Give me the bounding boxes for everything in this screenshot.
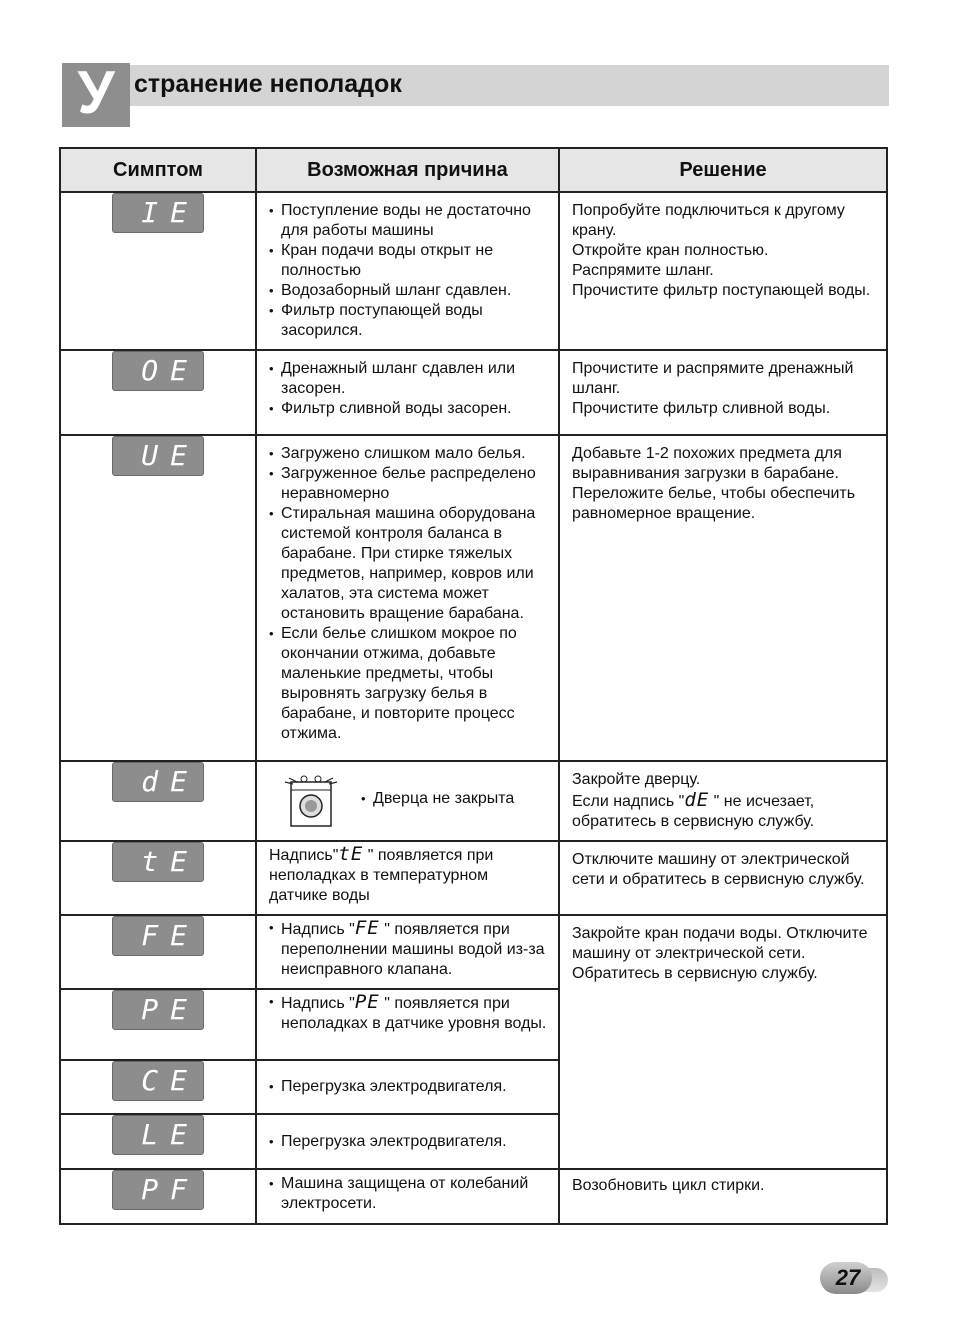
symptom-cell	[60, 192, 256, 350]
cause-cell	[256, 350, 559, 435]
cause-cell	[256, 192, 559, 350]
table-header-row	[60, 148, 887, 192]
cause-item: • Водозаборный шланг сдавлен.	[269, 281, 550, 301]
solution-line: Прочистите фильтр поступающей воды.	[572, 282, 871, 299]
solution-cell	[559, 350, 887, 435]
solution-line: Закройте дверцу.	[572, 771, 701, 788]
symptom-cell	[60, 989, 256, 1060]
cause-item: • Перегрузка электродвигателя.	[269, 1132, 550, 1152]
solution-line: Добавьте 1-2 похожих предмета для выравнивания загрузки в барабане.	[572, 445, 842, 482]
cause-cell	[256, 1060, 559, 1114]
inline-error-code: dE	[684, 789, 710, 811]
lcd-display-tE: tE	[112, 842, 204, 882]
column-header-cause: Возможная причина	[256, 148, 559, 192]
solution-cell	[559, 1169, 887, 1224]
cause-item: • Поступление воды не достаточно для работы машины	[269, 201, 550, 241]
lcd-display-PE: PE	[112, 990, 204, 1030]
solution-line: Прочистите фильтр сливной воды.	[572, 400, 831, 417]
solution-line: Откройте кран полностью.	[572, 242, 769, 259]
column-header-solution: Решение	[559, 148, 887, 192]
cause-item: • Дренажный шланг сдавлен или засорен.	[269, 359, 550, 399]
solution-cell	[559, 841, 887, 915]
symptom-cell	[60, 1060, 256, 1114]
washing-machine-door-icon	[269, 770, 353, 828]
table-row	[60, 761, 887, 841]
solution-line	[572, 790, 878, 832]
cause-cell	[256, 989, 559, 1060]
lcd-display-IE: IE	[112, 193, 204, 233]
table-row	[60, 1169, 887, 1224]
lcd-display-dE: dE	[112, 762, 204, 802]
cause-cell	[256, 1169, 559, 1224]
symptom-cell	[60, 915, 256, 989]
troubleshooting-table	[59, 147, 888, 1225]
table-row	[60, 841, 887, 915]
table-row	[60, 350, 887, 435]
cause-item: • Перегрузка электродвигателя.	[269, 1077, 550, 1097]
symptom-cell	[60, 350, 256, 435]
section-header	[62, 59, 889, 127]
symptom-cell	[60, 435, 256, 761]
solution-cell	[559, 435, 887, 761]
cause-cell	[256, 841, 559, 915]
cause-item: • Фильтр поступающей воды засорился.	[269, 301, 550, 341]
cause-cell	[256, 915, 559, 989]
column-header-symptom: Симптом	[60, 148, 256, 192]
cause-text: " появляется при неполадках в датчике уровня воды.	[281, 995, 547, 1032]
solution-line: Прочистите и распрямите дренажный шланг.	[572, 360, 854, 397]
solution-text: " не исчезает, обратитесь в сервисную службу.	[572, 793, 815, 830]
inline-error-code: PE	[354, 991, 380, 1013]
solution-line: Отключите машину от электрической сети и обратитесь в сервисную службу.	[572, 851, 865, 888]
lcd-display-CE: CE	[112, 1061, 204, 1101]
cause-item: • Загруженное белье распределено неравномерно	[269, 464, 550, 504]
symptom-cell	[60, 761, 256, 841]
solution-cell	[559, 915, 887, 1169]
solution-line: Попробуйте подключиться к другому крану.	[572, 202, 845, 239]
page-number-badge	[820, 1262, 888, 1298]
cause-text: Надпись "	[281, 995, 355, 1012]
solution-text: Если надпись "	[572, 793, 685, 810]
cause-item	[269, 844, 550, 906]
cause-cell	[256, 435, 559, 761]
solution-cell	[559, 761, 887, 841]
solution-line: Закройте кран подачи воды. Отключите машину от электрической сети. Обратитесь в сервисную службу.	[572, 925, 868, 982]
symptom-cell	[60, 841, 256, 915]
table-row	[60, 192, 887, 350]
cause-item: • Дверца не закрыта	[361, 789, 514, 809]
cause-cell	[256, 761, 559, 841]
solution-cell	[559, 192, 887, 350]
cause-item: • Кран подачи воды открыт не полностью	[269, 241, 550, 281]
cause-item: • Загружено слишком мало белья.	[269, 444, 550, 464]
header-initial-letter: У	[62, 63, 130, 127]
cause-text: Надпись "	[281, 921, 355, 938]
solution-line: Переложите белье, чтобы обеспечить равномерное вращение.	[572, 485, 856, 522]
page-number: 27	[835, 1265, 861, 1290]
symptom-cell	[60, 1169, 256, 1224]
lcd-display-FE: FE	[112, 916, 204, 956]
symptom-cell	[60, 1114, 256, 1169]
cause-cell	[256, 1114, 559, 1169]
cause-text: Надпись"	[269, 847, 339, 864]
table-row	[60, 915, 887, 989]
solution-line: Возобновить цикл стирки.	[572, 1177, 765, 1194]
cause-text: " появляется при неполадках в температурном датчике воды	[269, 847, 494, 904]
cause-item: • Фильтр сливной воды засорен.	[269, 399, 550, 419]
cause-item: • Стиральная машина оборудована системой контроля баланса в барабане. При стирке тяжелых предметов, например, ковров или халатов, эта система может остановить вращение барабана.	[269, 504, 550, 624]
solution-line: Распрямите шланг.	[572, 262, 714, 279]
lcd-display-PF: PF	[112, 1170, 204, 1210]
lcd-display-OE: OE	[112, 351, 204, 391]
lcd-display-LE: LE	[112, 1115, 204, 1155]
cause-item: • Машина защищена от колебаний электросети.	[269, 1174, 550, 1214]
cause-item	[269, 918, 550, 980]
inline-error-code: FE	[354, 917, 380, 939]
cause-text: " появляется при переполнении машины водой из-за неисправного клапана.	[281, 921, 545, 978]
table-row	[60, 435, 887, 761]
cause-item: • Если белье слишком мокрое по окончании отжима, добавьте маленькие предметы, чтобы выровнять загрузку белья в барабане, и повторите процесс отжима.	[269, 624, 550, 744]
door-open-figure	[269, 770, 550, 828]
lcd-display-UE: UE	[112, 436, 204, 476]
inline-error-code: tE	[338, 843, 364, 865]
cause-item	[269, 992, 550, 1034]
page-title: странение неполадок	[134, 70, 402, 98]
